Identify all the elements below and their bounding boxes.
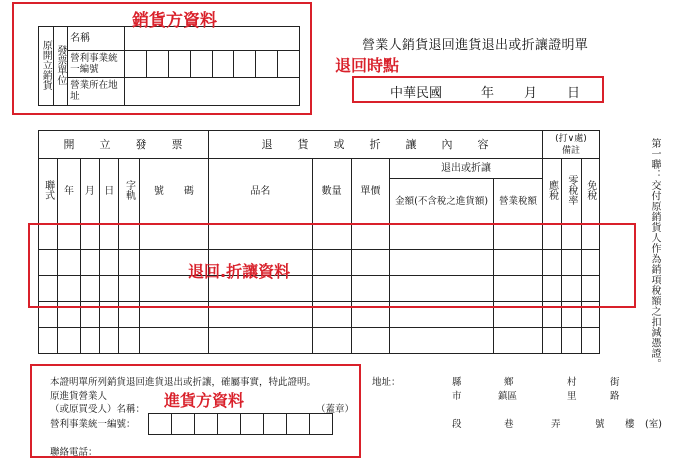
seller-address-label: 營業所在地址	[68, 77, 125, 105]
col-exempt: 免稅	[584, 179, 596, 200]
buyer-highlight-box	[30, 364, 361, 458]
col-taxable: 應稅	[546, 179, 558, 200]
seller-side-char: 立	[40, 59, 52, 70]
buyer-name-label: （或原買受人）名稱：	[50, 404, 146, 415]
addr-li: 里	[567, 391, 577, 402]
seller-side-char: 發	[54, 44, 66, 55]
addr-county: 縣	[452, 377, 462, 388]
buyer-annotation: 進貨方資料	[164, 391, 245, 410]
col-item: 品名	[209, 159, 313, 224]
seller-side-char: 票	[54, 54, 66, 65]
col-format: 聯式	[42, 179, 54, 200]
col-month: 月	[80, 159, 99, 224]
col-amount: 金額(不含稅之進貨額)	[390, 179, 494, 224]
seal-label: （蓋章）	[316, 404, 355, 415]
addr-district: 鎮區	[498, 391, 518, 402]
header-remark: 備註	[561, 145, 580, 156]
col-year: 年	[58, 159, 80, 224]
seller-name-label: 名稱	[68, 27, 125, 51]
form-title: 營業人銷貨退回進貨退出或折讓證明單	[362, 38, 589, 53]
addr-floor: 樓	[625, 419, 635, 430]
return-details-annotation: 退回.折讓資料	[188, 262, 291, 281]
addr-lane: 巷	[504, 419, 514, 430]
table-row	[39, 328, 600, 354]
seller-side-char: 單	[54, 64, 66, 75]
col-day: 日	[100, 159, 119, 224]
return-details-highlight-box	[28, 223, 636, 308]
header-return: 退 貨 或 折 讓 內 容	[209, 131, 543, 159]
addr-section: 段	[452, 419, 462, 430]
addr-village: 村	[567, 377, 577, 388]
col-track: 字軌	[123, 179, 135, 200]
seller-side-char: 原	[40, 39, 52, 50]
addr-number: 號	[595, 419, 605, 430]
seller-side-char: 開	[40, 49, 52, 60]
seller-side-char: 銷	[40, 69, 52, 80]
phone-label: 聯絡電話：	[50, 447, 98, 458]
return-time-annotation: 退回時點	[335, 56, 400, 75]
seller-side-char: 貨	[40, 79, 52, 90]
header-invoice: 開 立 發 票	[39, 131, 209, 159]
buyer-label: 原進貨營業人	[50, 391, 108, 402]
col-tax: 營業稅額	[494, 179, 543, 224]
address-label: 地址：	[372, 377, 401, 388]
header-check: (打∨處)	[555, 133, 587, 144]
date-day: 日	[567, 86, 581, 101]
header-return-allow: 退出或折讓	[390, 159, 543, 179]
col-number: 號 碼	[139, 159, 208, 224]
date-year: 年	[481, 86, 495, 101]
buyer-taxid-label: 營利事業統一編號：	[50, 419, 136, 430]
addr-room: (室)	[645, 419, 662, 430]
addr-alley: 弄	[551, 419, 561, 430]
seller-taxid-label: 營利事業統一編號	[68, 51, 125, 77]
col-qty: 數量	[312, 159, 351, 224]
seller-annotation: 銷貨方資料	[132, 11, 217, 31]
addr-road: 路	[610, 391, 620, 402]
copy-note: 第一聯：交付原銷貨人作為銷項稅額之扣減憑證。	[649, 138, 660, 369]
date-era: 中華民國	[390, 86, 443, 101]
addr-township: 鄉	[504, 377, 514, 388]
addr-city: 市	[452, 391, 462, 402]
col-zero-rate: 零稅率	[565, 174, 577, 205]
date-month: 月	[524, 86, 538, 101]
addr-street: 街	[610, 377, 620, 388]
return-time-highlight-box	[352, 76, 604, 103]
col-price: 單價	[351, 159, 390, 224]
certify-statement: 本證明單所列銷貨退回進貨退出或折讓，確屬事實，特此證明。	[50, 377, 317, 388]
seller-side-char: 位	[54, 74, 66, 85]
